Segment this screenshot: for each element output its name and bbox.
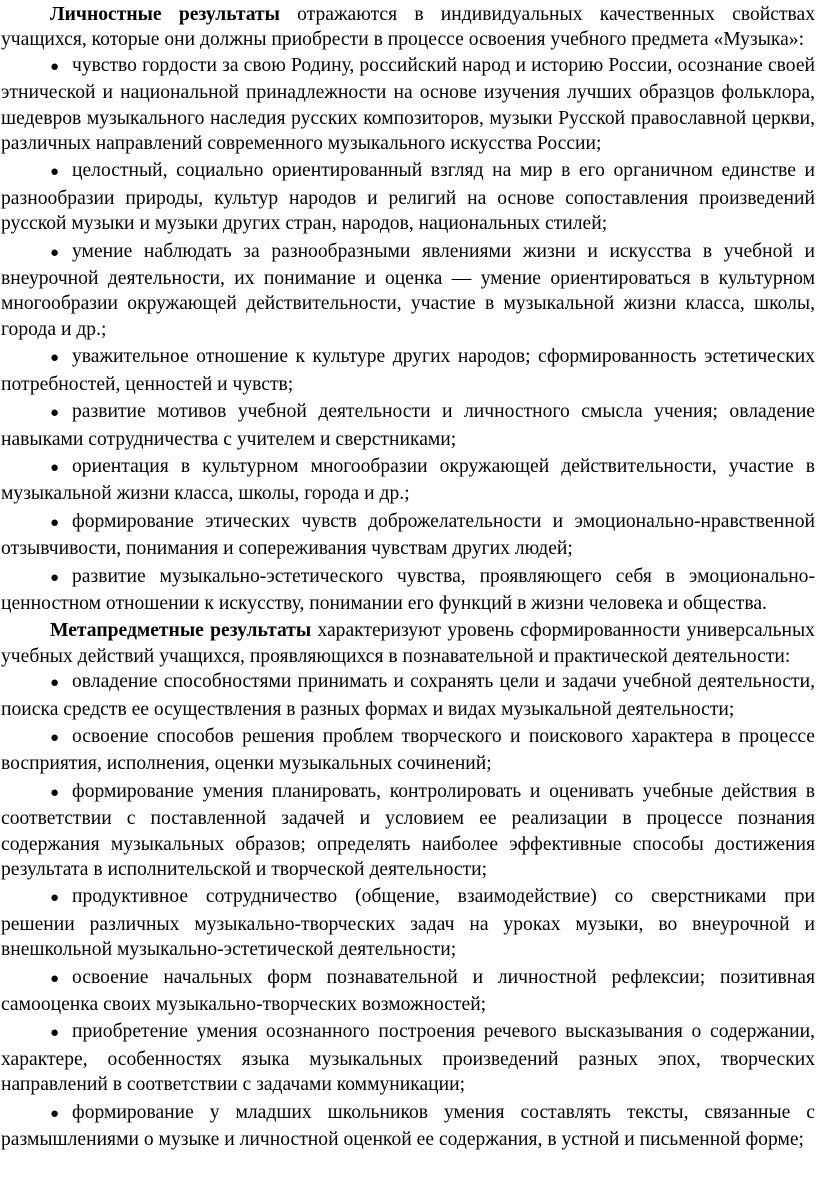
list-item-text: освоение начальных форм познавательной и личностной рефлексии; позитивная самооценка своих музыкально-творческих возможностей;	[1, 966, 815, 1016]
personal-results-intro	[1, 2, 815, 53]
list-item	[1, 779, 815, 883]
bullet-icon: ●	[50, 164, 60, 181]
list-item	[1, 239, 815, 343]
list-item	[1, 509, 815, 562]
list-item-text: умение наблюдать за разнообразными явлениями жизни и искусства в учебной и внеурочной деятельности, их понимание и оценка — умение ориентироваться в культурном многообразии окружающей действительности, участие в музыкальной жизни класса, школы, города и др.;	[1, 240, 815, 340]
list-item	[1, 344, 815, 397]
meta-results-heading: Метапредметные результаты	[50, 620, 312, 642]
bullet-icon: ●	[50, 890, 60, 907]
bullet-icon: ●	[50, 970, 60, 987]
bullet-icon: ●	[50, 784, 60, 801]
bullet-icon: ●	[50, 244, 60, 261]
list-item	[1, 724, 815, 777]
list-item-text: продуктивное сотрудничество (общение, взаимодействие) со сверстниками при решении различных музыкально-творческих задач на уроках музыки, во внеурочной и внешкольной музыкально-эстетической деятельности;	[1, 886, 815, 961]
meta-results-intro	[1, 618, 815, 669]
list-item	[1, 399, 815, 452]
personal-results-heading: Личностные результаты	[50, 4, 280, 25]
list-item-text: формирование этических чувств доброжелательности и эмоционально-нравственной отзывчивости, понимания и сопереживания чувствам других людей;	[1, 510, 815, 560]
bullet-icon: ●	[50, 459, 60, 476]
bullet-icon: ●	[50, 675, 60, 692]
list-item-text: чувство гордости за свою Родину, российский народ и историю России, осознание своей этнической и национальной принадлежности на основе изучения лучших образцов фольклора, шедевров музыкального наследия русских композиторов, музыки Русской православной церкви, различных направлений современного музыкального искусства России;	[1, 54, 815, 155]
bullet-icon: ●	[50, 569, 60, 586]
list-item-text: развитие музыкально-эстетического чувства, проявляющего себя в эмоционально-ценностном отношении к искусству, понимании его функций в жизни человека и общества.	[1, 565, 815, 614]
bullet-icon: ●	[50, 1105, 60, 1122]
list-item	[1, 454, 815, 507]
list-item	[1, 564, 815, 617]
list-item-text: ориентация в культурном многообразии окружающей действительности, участие в музыкальной жизни класса, школы, города и др.;	[1, 455, 815, 505]
list-item-text: овладение способностями принимать и сохранять цели и задачи учебной деятельности, поиска средств ее осуществления в разных формах и видах музыкальной деятельности;	[1, 671, 815, 720]
bullet-icon: ●	[50, 1025, 60, 1042]
list-item-text: целостный, социально ориентированный взгляд на мир в его органичном единстве и разнообразии природы, культур народов и религий на основе сопоставления произведений русской музыки и музыки других стран, народов, национальных стилей;	[1, 160, 815, 235]
list-item	[1, 669, 815, 722]
list-item	[1, 1100, 815, 1153]
list-item-text: приобретение умения осознанного построения речевого высказывания о содержании, характере, особенностях языка музыкальных произведений разных эпох, творческих направлений в соответствии с задачами коммуникации;	[1, 1021, 815, 1096]
bullet-icon: ●	[50, 58, 60, 75]
personal-results-list	[1, 53, 815, 617]
personal-results-intro-text: отражаются в индивидуальных качественных свойствах учащихся, которые они должны приобрести в процессе освоения учебного предмета «Музыка»:	[1, 4, 815, 51]
meta-results-intro-text: характеризуют уровень сформированности универсальных учебных действий учащихся, проявляющихся в познавательной и практической деятельности:	[1, 620, 815, 667]
list-item-text: уважительное отношение к культуре других народов; сформированность эстетических потребностей, ценностей и чувств;	[1, 346, 815, 395]
bullet-icon: ●	[50, 405, 60, 422]
list-item	[1, 965, 815, 1018]
list-item-text: формирование у младших школьников умения составлять тексты, связанные с размышлениями о музыке и личностной оценкой ее содержания, в устной и письменной форме;	[1, 1101, 815, 1151]
bullet-icon: ●	[50, 729, 60, 746]
bullet-icon: ●	[50, 350, 60, 367]
list-item	[1, 884, 815, 962]
list-item-text: формирование умения планировать, контролировать и оценивать учебные действия в соответствии с поставленной задачей и условием ее реализации в процессе познания содержания музыкальных образов; определять наиболее эффективные способы достижения результата в исполнительской и творческой деятельности;	[1, 780, 815, 880]
list-item	[1, 1019, 815, 1097]
list-item-text: развитие мотивов учебной деятельности и личностного смысла учения; овладение навыками сотрудничества с учителем и сверстниками;	[1, 401, 815, 450]
meta-results-list	[1, 669, 815, 1152]
bullet-icon: ●	[50, 514, 60, 531]
list-item-text: освоение способов решения проблем творческого и поискового характера в процессе восприятия, исполнения, оценки музыкальных сочинений;	[1, 725, 815, 775]
list-item	[1, 53, 815, 157]
list-item	[1, 158, 815, 236]
